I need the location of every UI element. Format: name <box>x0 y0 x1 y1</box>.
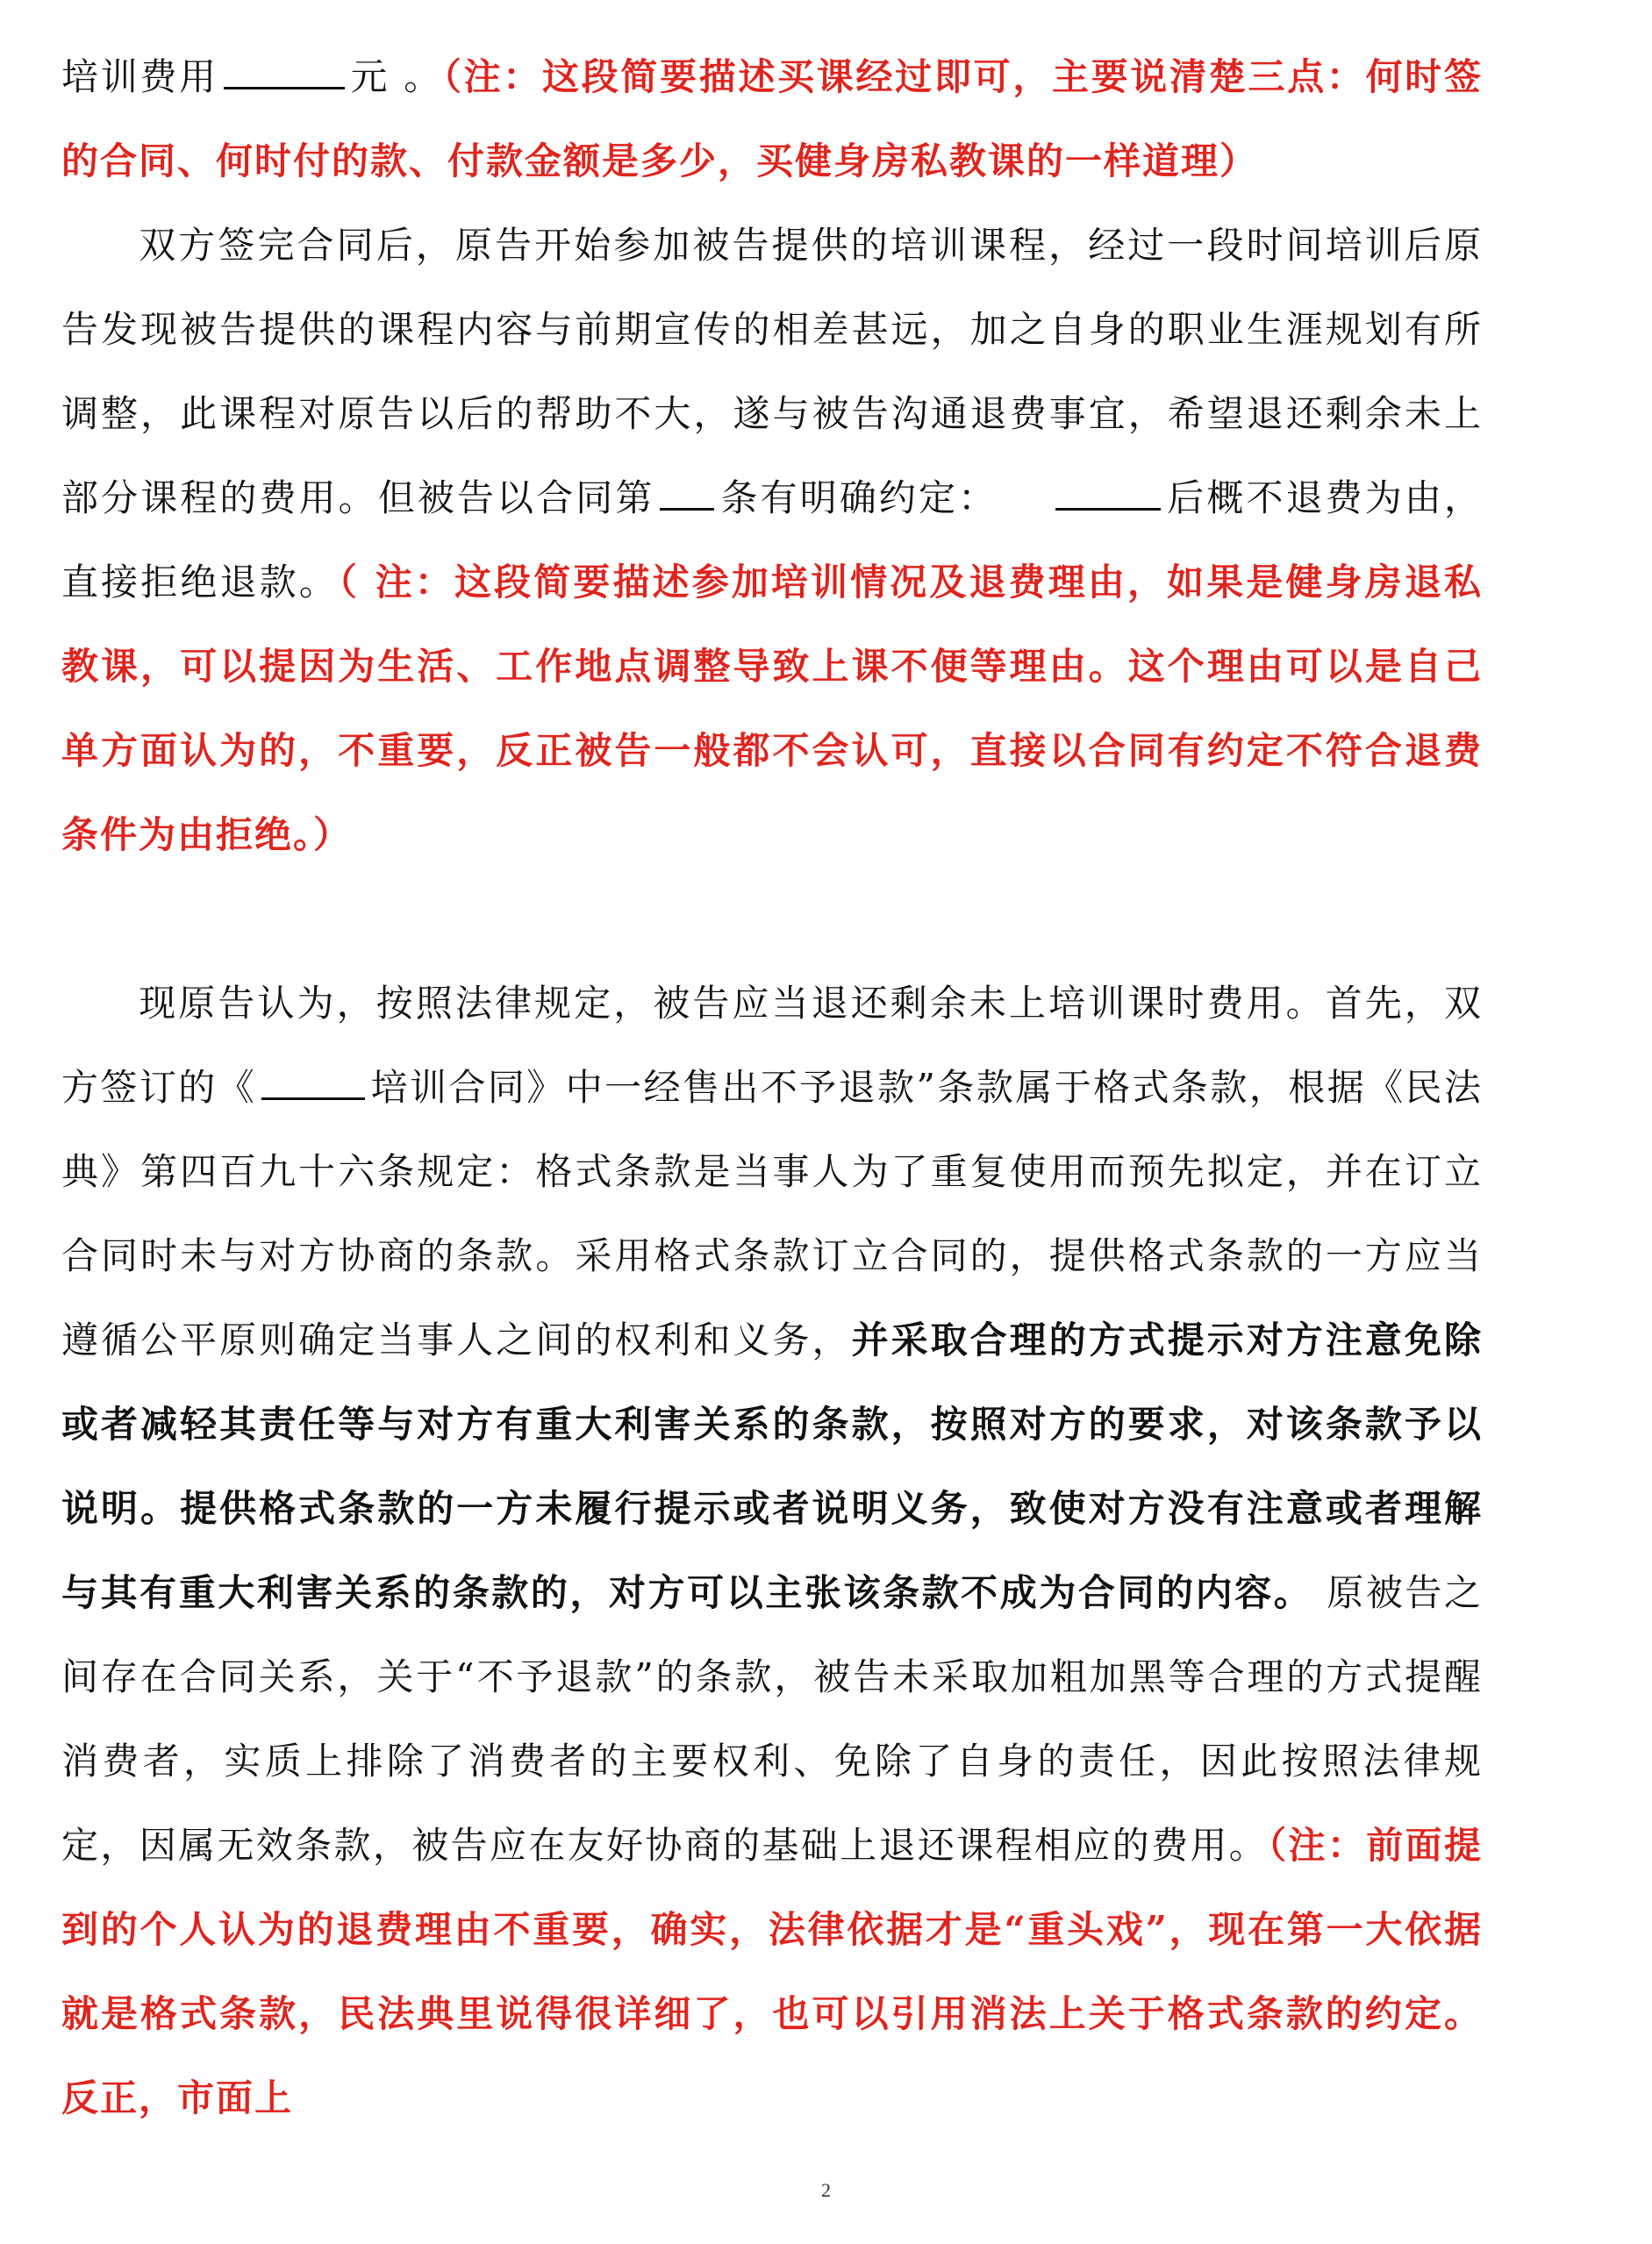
paragraph-purchase-fee <box>61 35 1483 204</box>
legal-text-bold: 并采取合理的方式提示对方注意免除或者减轻其责任等与对方有重大利害关系的条款，按照对方的要求，对该条款予以说明。提供格式条款的一方未履行提示或者说明义务，致使对方没有注意或者理解与其有重大利害关系的条款的，对方可以主张该条款不成为合同的内容。 <box>61 1319 1483 1614</box>
legal-text-intro: 现原告认为，按照法律规定，被告应当退还剩余未上培训课时费用。首先，双方签订的《 <box>61 982 1483 1109</box>
contract-name-blank <box>261 1059 365 1100</box>
document-body <box>61 35 1483 2140</box>
fee-text: 培训费用 <box>61 55 218 98</box>
clause-condition-blank <box>1055 469 1161 511</box>
clause-text: 条有明确约定： <box>719 476 998 519</box>
training-text: 双方签完合同后，原告开始参加被告提供的培训课程，经过一段时间培训后原告发现被告提供的课程内容与前期宣传的相差甚远，加之自身的职业生涯规划有所调整，此课程对原告以后的帮助不大，遂与被告沟通退费事宜，希望退还剩余未上部分课程的费用。但被告以合同第 <box>61 224 1483 519</box>
note-legal-basis: （注：前面提到的个人认为的退费理由不重要，确实，法律依据才是“重头戏”，现在第一大依据就是格式条款，民法典里说得很详细了，也可以引用消法上关于格式条款的约定。反正，市面上 <box>61 1824 1483 2119</box>
legal-text-clause: 培训合同》中一经售出不予退款”条款属于格式条款，根据《民法典》第四百九十六条规定：格式条款是当事人为了重复使用而预先拟定，并在订立合同时未与对方协商的条款。采用格式条款订立合同的，提供格式条款的一方应当遵循公平原则确定当事人之间的权利和义务， <box>61 1066 1483 1361</box>
paragraph-legal-basis <box>61 961 1483 2140</box>
page-number: 2 <box>821 2179 831 2201</box>
fee-amount-blank <box>224 48 345 89</box>
legal-text-conclusion: 原被告之间存在合同关系，关于“不予退款”的条款，被告未采取加粗加黑等合理的方式提醒消费者，实质上排除了消费者的主要权利、免除了自身的责任，因此按照法律规定，因属无效条款，被告应在友好协商的基础上退还课程相应的费用。 <box>61 1571 1483 1867</box>
note-purchase: （注：这段简要描述买课经过即可，主要说清楚三点：何时签的合同、何时付的款、付款金额是多少，买健身房私教课的一样道理） <box>61 55 1483 182</box>
refusal-text: 后概不退费为由，直接拒绝退款。 <box>61 476 1483 604</box>
fee-unit-text: 元 。 <box>349 55 443 98</box>
clause-number-blank <box>660 469 714 511</box>
note-refund-reason: （ 注：这段简要描述参加培训情况及退费理由，如果是健身房退私教课，可以提因为生活、工作地点调整导致上课不便等理由。这个理由可以是自己单方面认为的，不重要，反正被告一般都不会认可，直接以合同有约定不符合退费条件为由拒绝。） <box>61 561 1483 856</box>
paragraph-training-refund <box>61 204 1483 877</box>
